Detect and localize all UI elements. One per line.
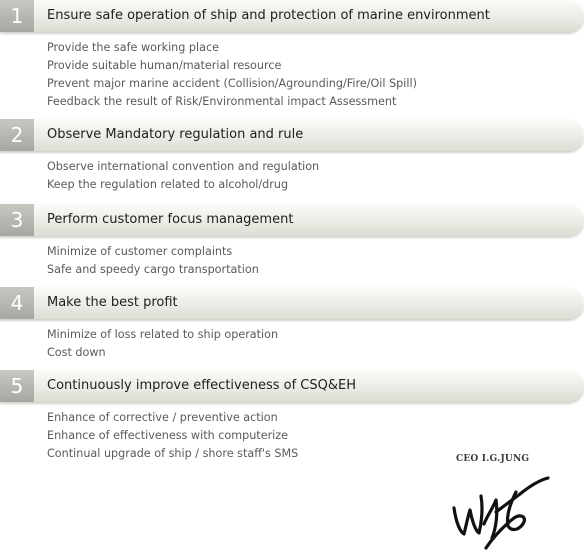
ceo-signature: [446, 470, 554, 552]
policy-items-5: [47, 409, 298, 463]
policy-header-2: [0, 119, 584, 151]
policy-header-1: [0, 0, 584, 32]
policy-header-3: [0, 204, 584, 236]
policy-number: 4: [0, 287, 34, 319]
policy-number: 2: [0, 119, 34, 151]
policy-items-2: [47, 158, 319, 194]
policy-items-1: [47, 39, 417, 111]
policy-title: Make the best profit: [47, 295, 178, 310]
policy-item: Provide suitable human/material resource: [47, 59, 282, 72]
ceo-name-label: CEO I.G.JUNG: [456, 454, 530, 464]
policy-header-5: [0, 370, 584, 402]
policy-number: 5: [0, 370, 34, 402]
policy-item: Enhance of effectiveness with computerize: [47, 429, 289, 442]
policy-item: Keep the regulation related to alcohol/drug: [47, 178, 289, 191]
policy-header-4: [0, 287, 584, 319]
policy-item: Continual upgrade of ship / shore staff's SMS: [47, 447, 299, 460]
policy-item: Minimize of loss related to ship operation: [47, 328, 279, 341]
policy-items-4: [47, 326, 278, 362]
policy-item: Provide the safe working place: [47, 41, 220, 54]
policy-item: Minimize of customer complaints: [47, 245, 233, 258]
policy-title: Perform customer focus management: [47, 212, 294, 227]
policy-item: Enhance of corrective / preventive action: [47, 411, 278, 424]
policy-item: Cost down: [47, 346, 106, 359]
policy-item: Observe international convention and regulation: [47, 160, 320, 173]
policy-item: Feedback the result of Risk/Environmental impact Assessment: [47, 95, 397, 108]
policy-title: Observe Mandatory regulation and rule: [47, 127, 304, 142]
policy-number: 1: [0, 0, 34, 32]
policy-items-3: [47, 243, 259, 279]
policy-number: 3: [0, 204, 34, 236]
policy-title: Continuously improve effectiveness of CSQ&EH: [47, 378, 356, 393]
policy-item: Prevent major marine accident (Collision/Agrounding/Fire/Oil Spill): [47, 77, 417, 90]
policy-title: Ensure safe operation of ship and protection of marine environment: [47, 8, 490, 23]
policy-item: Safe and speedy cargo transportation: [47, 263, 259, 276]
